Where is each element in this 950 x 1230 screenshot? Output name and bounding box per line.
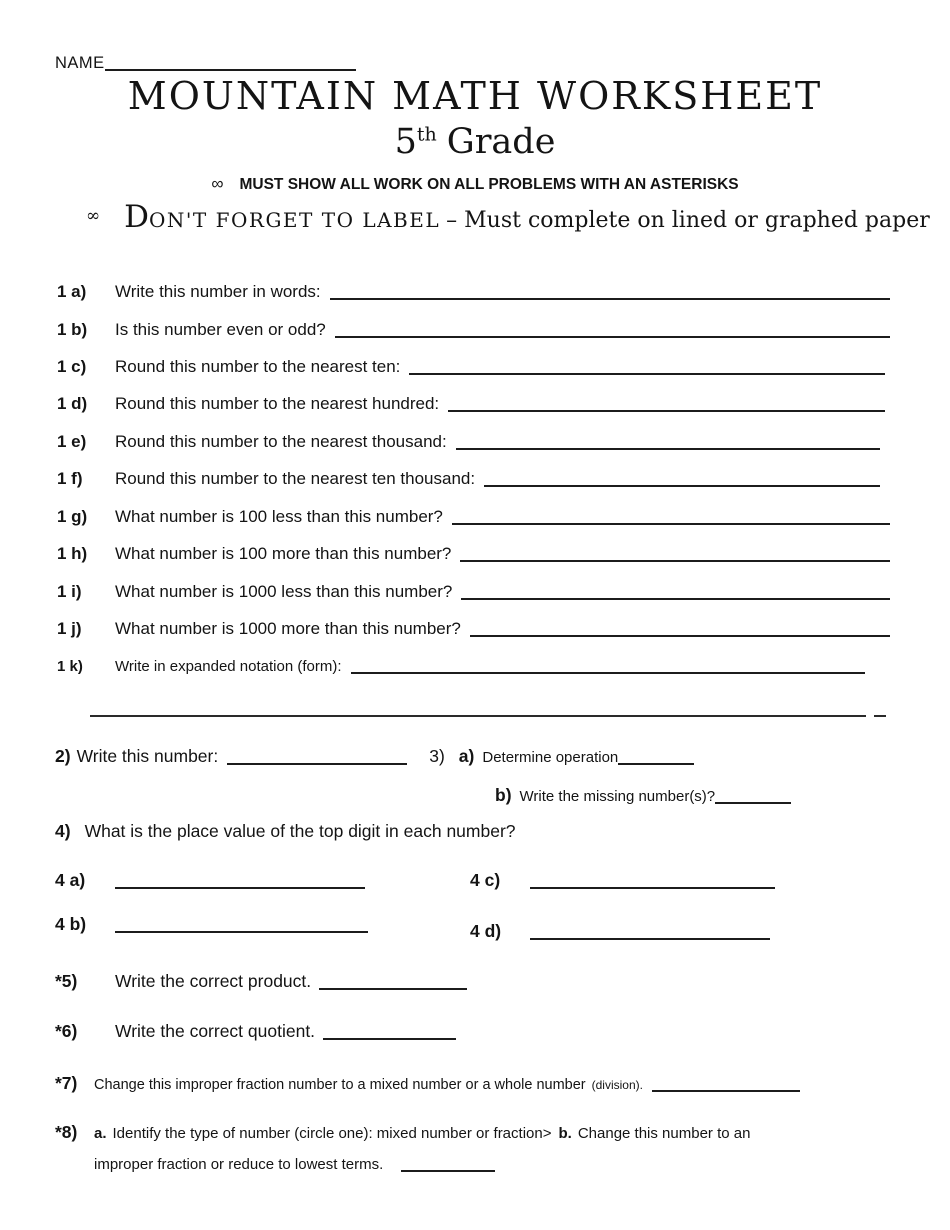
infinity-bullet-icon: ∞ — [211, 174, 224, 193]
item-1d-label: 1 d) — [57, 394, 88, 413]
item-1j-text: What number is 1000 more than this number? — [115, 619, 461, 638]
item-8-label: *8) — [55, 1122, 78, 1142]
instruction-label-note — [86, 199, 930, 235]
item-8-line2-text: improper fraction or reduce to lowest terms. — [94, 1156, 384, 1173]
item-3a-label: a) — [458, 746, 475, 766]
item-8b-label: b. — [558, 1125, 572, 1142]
item-8a-text: Identify the type of number (circle one): mixed number or fraction> — [112, 1125, 552, 1142]
item-4c-label: 4 c) — [470, 870, 501, 890]
item-7-text: Change this improper fraction number to a mixed number or a whole number — [94, 1077, 586, 1093]
item-4a-label: 4 a) — [55, 870, 86, 890]
page-title: MOUNTAIN MATH WORKSHEET — [127, 74, 823, 118]
item-1c-blank — [409, 363, 885, 375]
instruction-label-rest: – Must complete on lined or graphed paper — [446, 208, 930, 233]
item-6-blank — [323, 1028, 456, 1040]
item-3b-text: Write the missing number(s)? — [519, 788, 716, 805]
row-4c — [470, 870, 775, 891]
item-7-note: (division). — [591, 1078, 643, 1092]
item-1k-blank — [351, 662, 865, 674]
item-1c-label: 1 c) — [57, 357, 87, 376]
item-3b-label: b) — [495, 785, 512, 805]
grade-superscript: th — [416, 123, 437, 146]
item-1d — [57, 394, 885, 414]
item-5-label: *5) — [55, 971, 78, 991]
item-1j — [57, 619, 890, 639]
instruction-asterisk-note — [0, 174, 950, 194]
grade-word: Grade — [446, 122, 556, 162]
item-1g-label: 1 g) — [57, 507, 88, 526]
row-4b — [55, 914, 368, 935]
instruction-asterisk-text: MUST SHOW ALL WORK ON ALL PROBLEMS WITH AN ASTERISKS — [239, 176, 739, 193]
item-2-label: 2) — [55, 746, 71, 766]
item-2-text: Write this number: — [76, 746, 219, 766]
item-6-label: *6) — [55, 1021, 78, 1041]
row-8 — [55, 1122, 750, 1143]
row-4a — [55, 870, 365, 891]
item-1h-blank — [460, 550, 890, 562]
item-1b — [57, 320, 890, 340]
name-blank — [105, 59, 356, 71]
item-3-label: 3) — [429, 746, 445, 766]
item-1f-label: 1 f) — [57, 469, 83, 488]
item-1k-continuation-line — [90, 703, 866, 717]
item-4b-blank — [115, 921, 368, 933]
item-1d-text: Round this number to the nearest hundred: — [115, 394, 440, 413]
item-1e-blank — [456, 438, 880, 450]
row-4 — [55, 821, 516, 842]
row-2-3a — [55, 746, 694, 767]
name-label: NAME — [55, 54, 105, 72]
item-1f — [57, 469, 880, 489]
item-1a-text: Write this number in words: — [115, 282, 321, 301]
item-7-blank — [652, 1080, 800, 1092]
row-8-line2 — [94, 1156, 495, 1173]
item-6-text: Write the correct quotient. — [115, 1021, 316, 1041]
item-4-text: What is the place value of the top digit in each number? — [84, 821, 516, 841]
item-1e-label: 1 e) — [57, 432, 87, 451]
item-1c — [57, 357, 885, 377]
item-1c-text: Round this number to the nearest ten: — [115, 357, 401, 376]
item-4-label: 4) — [55, 821, 71, 841]
item-1k-text: Write in expanded notation (form): — [115, 658, 342, 675]
item-1i-blank — [461, 588, 890, 600]
item-8b-text: Change this number to an — [577, 1125, 751, 1142]
item-1b-label: 1 b) — [57, 320, 88, 339]
instruction-label-caps: ON'T FORGET TO LABEL — [149, 208, 441, 232]
item-1a-label: 1 a) — [57, 282, 87, 301]
item-1h-label: 1 h) — [57, 544, 88, 563]
grade-number: 5 — [394, 122, 417, 162]
item-1b-blank — [335, 326, 890, 338]
item-4c-blank — [530, 877, 775, 889]
row-5 — [55, 971, 467, 992]
item-1i-text: What number is 1000 less than this number? — [115, 582, 453, 601]
item-1e — [57, 432, 880, 452]
grade-heading — [0, 122, 950, 162]
item-1f-blank — [484, 475, 880, 487]
instruction-label-dropcap: D — [124, 199, 150, 235]
item-4b-label: 4 b) — [55, 914, 87, 934]
item-4d-blank — [530, 928, 770, 940]
item-1a-blank — [330, 288, 890, 300]
item-7-label: *7) — [55, 1073, 78, 1093]
item-5-text: Write the correct product. — [115, 971, 312, 991]
item-1g-blank — [452, 513, 890, 525]
item-4d-label: 4 d) — [470, 921, 502, 941]
item-5-blank — [319, 978, 467, 990]
item-1f-text: Round this number to the nearest ten thousand: — [115, 469, 476, 488]
item-1j-blank — [470, 625, 890, 637]
item-1h-text: What number is 100 more than this number? — [115, 544, 452, 563]
item-3b-blank — [715, 792, 791, 804]
item-2-blank — [227, 753, 407, 765]
item-1j-label: 1 j) — [57, 619, 82, 638]
item-1d-blank — [448, 400, 885, 412]
item-1a — [57, 282, 890, 302]
item-1b-text: Is this number even or odd? — [115, 320, 326, 339]
item-1e-text: Round this number to the nearest thousand: — [115, 432, 447, 451]
item-1k-label: 1 k) — [57, 658, 83, 675]
item-4a-blank — [115, 877, 365, 889]
item-3a-blank — [618, 753, 694, 765]
infinity-bullet-icon: ∞ — [86, 206, 101, 226]
item-1i — [57, 582, 890, 602]
row-4d — [470, 921, 770, 942]
row-3b — [495, 785, 791, 806]
row-6 — [55, 1021, 456, 1042]
name-row — [55, 54, 895, 73]
item-8a-label: a. — [94, 1125, 107, 1142]
item-8-blank — [401, 1160, 495, 1172]
item-1g — [57, 507, 890, 527]
item-1g-text: What number is 100 less than this number? — [115, 507, 443, 526]
item-1k — [57, 658, 865, 675]
item-3a-text: Determine operation — [482, 749, 619, 766]
item-1i-label: 1 i) — [57, 582, 82, 601]
item-1h — [57, 544, 890, 564]
row-7 — [55, 1073, 800, 1094]
item-1k-continuation-dash — [874, 703, 886, 717]
